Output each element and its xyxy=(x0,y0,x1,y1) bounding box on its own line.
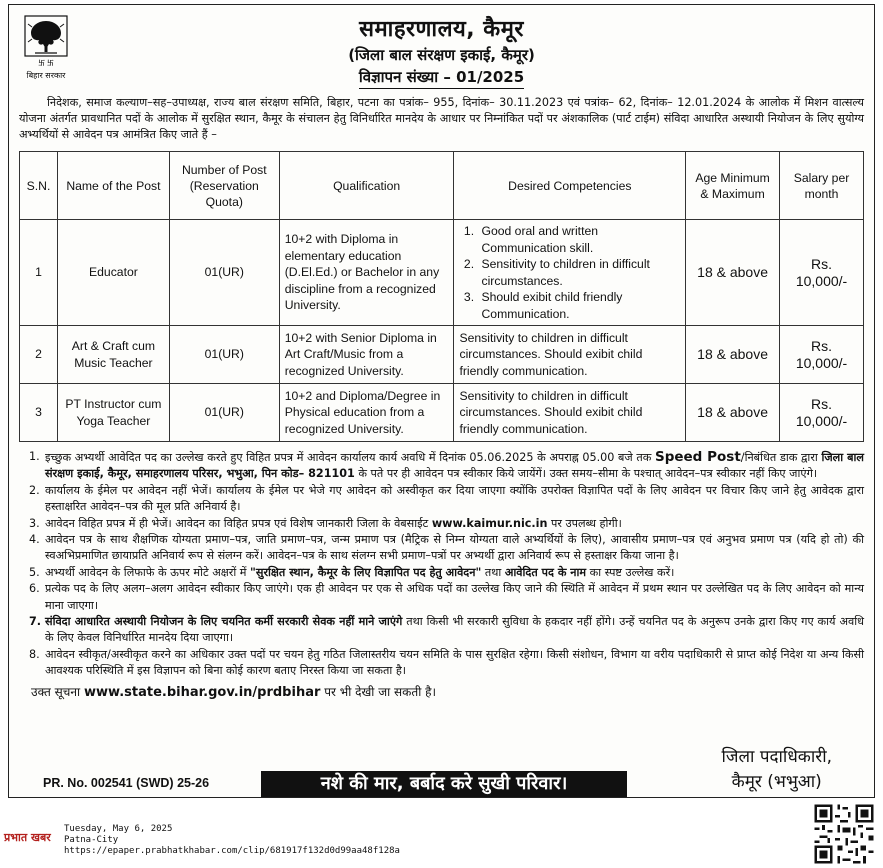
envelope-label-text: "सुरक्षित स्थान, कैमूर के लिए विज्ञापित पद हेतु आवेदन" xyxy=(250,565,482,579)
row-salary xyxy=(780,220,864,326)
note-3-part-a: आवेदन विहित प्रपत्र में ही भेजें। आवेदन का विहित प्रपत्र एवं विशेष जानकारी जिला के वेबसाईट xyxy=(45,516,429,530)
note-5-part-e: का स्पष्ट उल्लेख करें। xyxy=(589,565,675,579)
header-number-of-post: Number of Post (Reservation Quota) xyxy=(169,152,279,220)
row-age: 18 & above xyxy=(686,220,780,326)
advertisement-number: विज्ञापन संख्या – 01/2025 xyxy=(359,67,524,89)
row-count: 01(UR) xyxy=(169,220,279,326)
note-1-part-a: इच्छुक अभ्यर्थी आवेदित पद का उल्लेख करते हुए विहित प्रपत्र में आवेदन कार्यालय कार्य अवधि में दिनांक 05.06.2025 के अपराह्न 05.00 बजे तक xyxy=(45,451,652,464)
instruction-number: 2. xyxy=(29,483,40,497)
header-age: Age Minimum & Maximum xyxy=(686,152,780,220)
salary-amount: 10,000/- xyxy=(795,354,848,371)
qr-code-icon[interactable] xyxy=(812,802,876,866)
pr-number: PR. No. 002541 (SWD) 25-26 xyxy=(43,776,210,790)
instruction-text: आवेदन स्वीकृत/अस्वीकृत करने का अधिकार उक्त पदों पर चयन हेतु गठित जिलास्तरीय चयन समिति के पास सुरक्षित रहेगा। किसी संशोधन, विभाग या वरीय पदाधिकारी से प्राप्त कोई निदेश या अन्य किसी आवश्यक परिस्थिति में इस विज्ञापन को बिना कोई कारण बताए निरस्त किया जा सकता है। xyxy=(45,647,864,678)
website-line-suffix: पर भी देखी जा सकती है। xyxy=(324,684,437,699)
instruction-item xyxy=(19,532,864,565)
row-age: 18 & above xyxy=(686,326,780,384)
bodhi-tree-emblem-icon xyxy=(23,15,69,69)
row-post: PT Instructor cum Yoga Teacher xyxy=(57,384,169,442)
office-subtitle: (जिला बाल संरक्षण इकाई, कैमूर) xyxy=(348,46,535,64)
competency-item: 2. Sensitivity to children in difficult circumstances. xyxy=(477,256,680,289)
instruction-number: 3. xyxy=(29,516,40,530)
salary-currency: Rs. xyxy=(811,256,833,272)
posts-table xyxy=(19,151,864,442)
instruction-text: कार्यालय के ईमेल पर आवेदन नहीं भेजें। कार्यालय के ईमेल पर भेजे गए आवेदन को अस्वीकृत कर दिया जाएगा क्योंकि उपरोक्त विज्ञापित पदों के लिए आवेदन पर विचार किए जाने हेतु आवेदक द्वारा हस्ताक्षरित आवेदन–पत्र की मूल प्रति अनिवार्य है। xyxy=(45,483,864,514)
note-1-part-e: के पते पर ही आवेदन पत्र स्वीकार किये जायेंगें। उक्त समय–सीमा के पश्चात् आवेदन–पत्र स्वीकार नहीं किए जाएंगे। xyxy=(358,467,818,481)
clip-url[interactable]: https://epaper.prabhatkhabar.com/clip/681917f132d0d99aa48f128a xyxy=(64,846,400,856)
header xyxy=(19,13,864,89)
instruction-number: 4. xyxy=(29,533,40,547)
instruction-text xyxy=(45,449,864,483)
competency-item: 1. Good oral and written Communication skill. xyxy=(477,223,680,256)
row-qualification: 10+2 and Diploma/Degree in Physical education from a recognized University. xyxy=(279,384,454,442)
salary-currency: Rs. xyxy=(811,396,833,412)
advertisement xyxy=(8,4,875,798)
instruction-number: 1. xyxy=(29,450,40,463)
clip-edition: Patna-City xyxy=(64,835,119,845)
instructions-list xyxy=(19,449,864,680)
instruction-item xyxy=(19,565,864,581)
note-3-part-c: पर उपलब्ध होगी। xyxy=(551,516,622,530)
row-salary xyxy=(780,384,864,442)
instruction-text xyxy=(45,516,864,532)
header-competencies: Desired Competencies xyxy=(454,152,686,220)
office-title: समाहरणालय, कैमूर xyxy=(359,17,524,42)
row-qualification: 10+2 with Diploma in elementary education (D.El.Ed.) or Bachelor in any discipline from a recognized University. xyxy=(279,220,454,326)
row-sn: 1 xyxy=(20,220,58,326)
website-line xyxy=(19,683,864,700)
instruction-text xyxy=(45,614,864,647)
postal-address: जिला बाल संरक्षण इकाई, कैमूर, समाहरणालय परिसर, भभुआ, पिन कोड– 821101 xyxy=(45,451,864,481)
clip-date: Tuesday, May 6, 2025 xyxy=(64,824,173,834)
instruction-item xyxy=(19,516,864,532)
row-age: 18 & above xyxy=(686,384,780,442)
table-row xyxy=(20,220,864,326)
signatory-place: कैमूर (भभुआ) xyxy=(731,772,822,792)
emblem-caption: बिहार सरकार xyxy=(26,71,66,80)
instruction-item xyxy=(19,581,864,614)
instruction-item xyxy=(19,483,864,516)
instruction-number: 7. xyxy=(29,615,42,629)
website-line-prefix: उक्त सूचना xyxy=(31,684,81,699)
instruction-item xyxy=(19,449,864,483)
row-salary xyxy=(780,326,864,384)
instruction-number: 8. xyxy=(29,647,40,661)
row-competencies: Sensitivity to children in difficult circumstances. Should exibit child friendly communication. xyxy=(454,384,686,442)
row-sn: 3 xyxy=(20,384,58,442)
instruction-text xyxy=(45,565,864,581)
note-5-part-a: अभ्यर्थी आवेदन के लिफाफे के ऊपर मोटे अक्षरों में xyxy=(45,565,247,579)
post-name-emphasis: आवेदित पद के नाम xyxy=(504,565,587,579)
instruction-item xyxy=(19,647,864,680)
table-row xyxy=(20,384,864,442)
instruction-item xyxy=(19,614,864,647)
competency-list xyxy=(459,223,680,322)
salary-amount: 10,000/- xyxy=(795,272,848,289)
row-post: Educator xyxy=(57,220,169,326)
salary-currency: Rs. xyxy=(811,338,833,354)
prabhat-khabar-logo: प्रभात खबर xyxy=(4,831,51,844)
row-competencies xyxy=(454,220,686,326)
note-7-part-b: तथा किसी भी सरकारी सुविधा के हकदार नहीं होंगे। उन्हें चयनित पद के अनुरूप उनके द्वारा किए गए कार्य अवधि के लिए केवल विनिर्धारित मानदेय दिया जाएगा। xyxy=(45,615,864,645)
note-5-part-c: तथा xyxy=(484,565,502,579)
header-post-name: Name of the Post xyxy=(57,152,169,220)
table-header-row xyxy=(20,152,864,220)
svg-text:卐 卐: 卐 卐 xyxy=(38,59,54,67)
instruction-number: 6. xyxy=(29,582,40,596)
instruction-text: प्रत्येक पद के लिए अलग–अलग आवेदन स्वीकार किए जाएंगे। एक ही आवेदन पर एक से अधिक पदों का उल्लेख किए जाने की स्थिति में आवेदन में प्रथम स्थान पर उल्लेखित पद के लिए आवेदन को मान्य माना जाएगा। xyxy=(45,582,864,612)
header-sn: S.N. xyxy=(20,152,58,220)
district-website-link[interactable]: www.kaimur.nic.in xyxy=(431,516,548,530)
header-salary: Salary per month xyxy=(780,152,864,220)
salary-amount: 10,000/- xyxy=(795,412,848,429)
row-count: 01(UR) xyxy=(169,326,279,384)
clip-meta xyxy=(64,824,400,857)
row-post: Art & Craft cum Music Teacher xyxy=(57,326,169,384)
header-qualification: Qualification xyxy=(279,152,454,220)
footer-row xyxy=(19,771,869,797)
row-sn: 2 xyxy=(20,326,58,384)
slogan-banner: नशे की मार, बर्बाद करे सुखी परिवार। xyxy=(261,771,627,797)
bihar-emblem xyxy=(23,15,69,81)
note-1-part-c: /निबंधित डाक द्वारा xyxy=(740,451,818,464)
speed-post-text: Speed Post xyxy=(654,449,741,465)
note-7-emphasis: संविदा आधारित अस्थायी नियोजन के लिए चयनित कर्मी सरकारी सेवक नहीं माने जाएंगे xyxy=(45,615,403,629)
row-count: 01(UR) xyxy=(169,384,279,442)
signatory-title: जिला पदाधिकारी, xyxy=(721,747,832,767)
state-website-link[interactable]: www.state.bihar.gov.in/prdbihar xyxy=(84,684,321,700)
competency-item: 3. Should exibit child friendly Communication. xyxy=(477,289,680,322)
instruction-number: 5. xyxy=(29,565,40,579)
table-row xyxy=(20,326,864,384)
row-competencies: Sensitivity to children in difficult circumstances. Should exibit child friendly communication. xyxy=(454,326,686,384)
intro-paragraph: निदेशक, समाज कल्याण–सह–उपाध्यक्ष, राज्य बाल संरक्षण समिति, बिहार, पटना का पत्रांक– 955, दिनांक– 30.11.2023 एवं पत्रांक– 62, दिनांक– 12.01.2024 के आलोक में मिशन वात्सल्य योजना अंतर्गत प्रावधानित पदों के आलोक में सुरक्षित स्थान, कैमूर के संचालन हेतु विनिर्धारित मानदेय के आधार पर निम्नांकित पदों पर अंशकालिक (पार्ट टाईम) संविदा आधारित अस्थायी नियोजन के लिए सुयोग्य अभ्यर्थियों से आवेदन पत्र आमंत्रित किए जाते हैं – xyxy=(19,96,864,141)
row-qualification: 10+2 with Senior Diploma in Art Craft/Music from a recognized University. xyxy=(279,326,454,384)
instruction-text: आवेदन पत्र के साथ शैक्षणिक योग्यता प्रमाण–पत्र, जाति प्रमाण–पत्र, जन्म प्रमाण पत्र (मैट्रिक से निम्न योग्यता वाले अभ्यर्थियों के लिए), आवासीय प्रमाण–पत्र एवं अनुभव प्रमाण पत्र (यदि हो तो) की स्वअभिप्रमाणित छायाप्रति अनिवार्य रूप से संलग्न करें। आवेदन–पत्र के साथ संलग्न सभी प्रमाण–पत्रों पर अभ्यर्थी द्वारा अनिवार्य रूप से हस्ताक्षर किया जाना है। xyxy=(45,533,864,563)
